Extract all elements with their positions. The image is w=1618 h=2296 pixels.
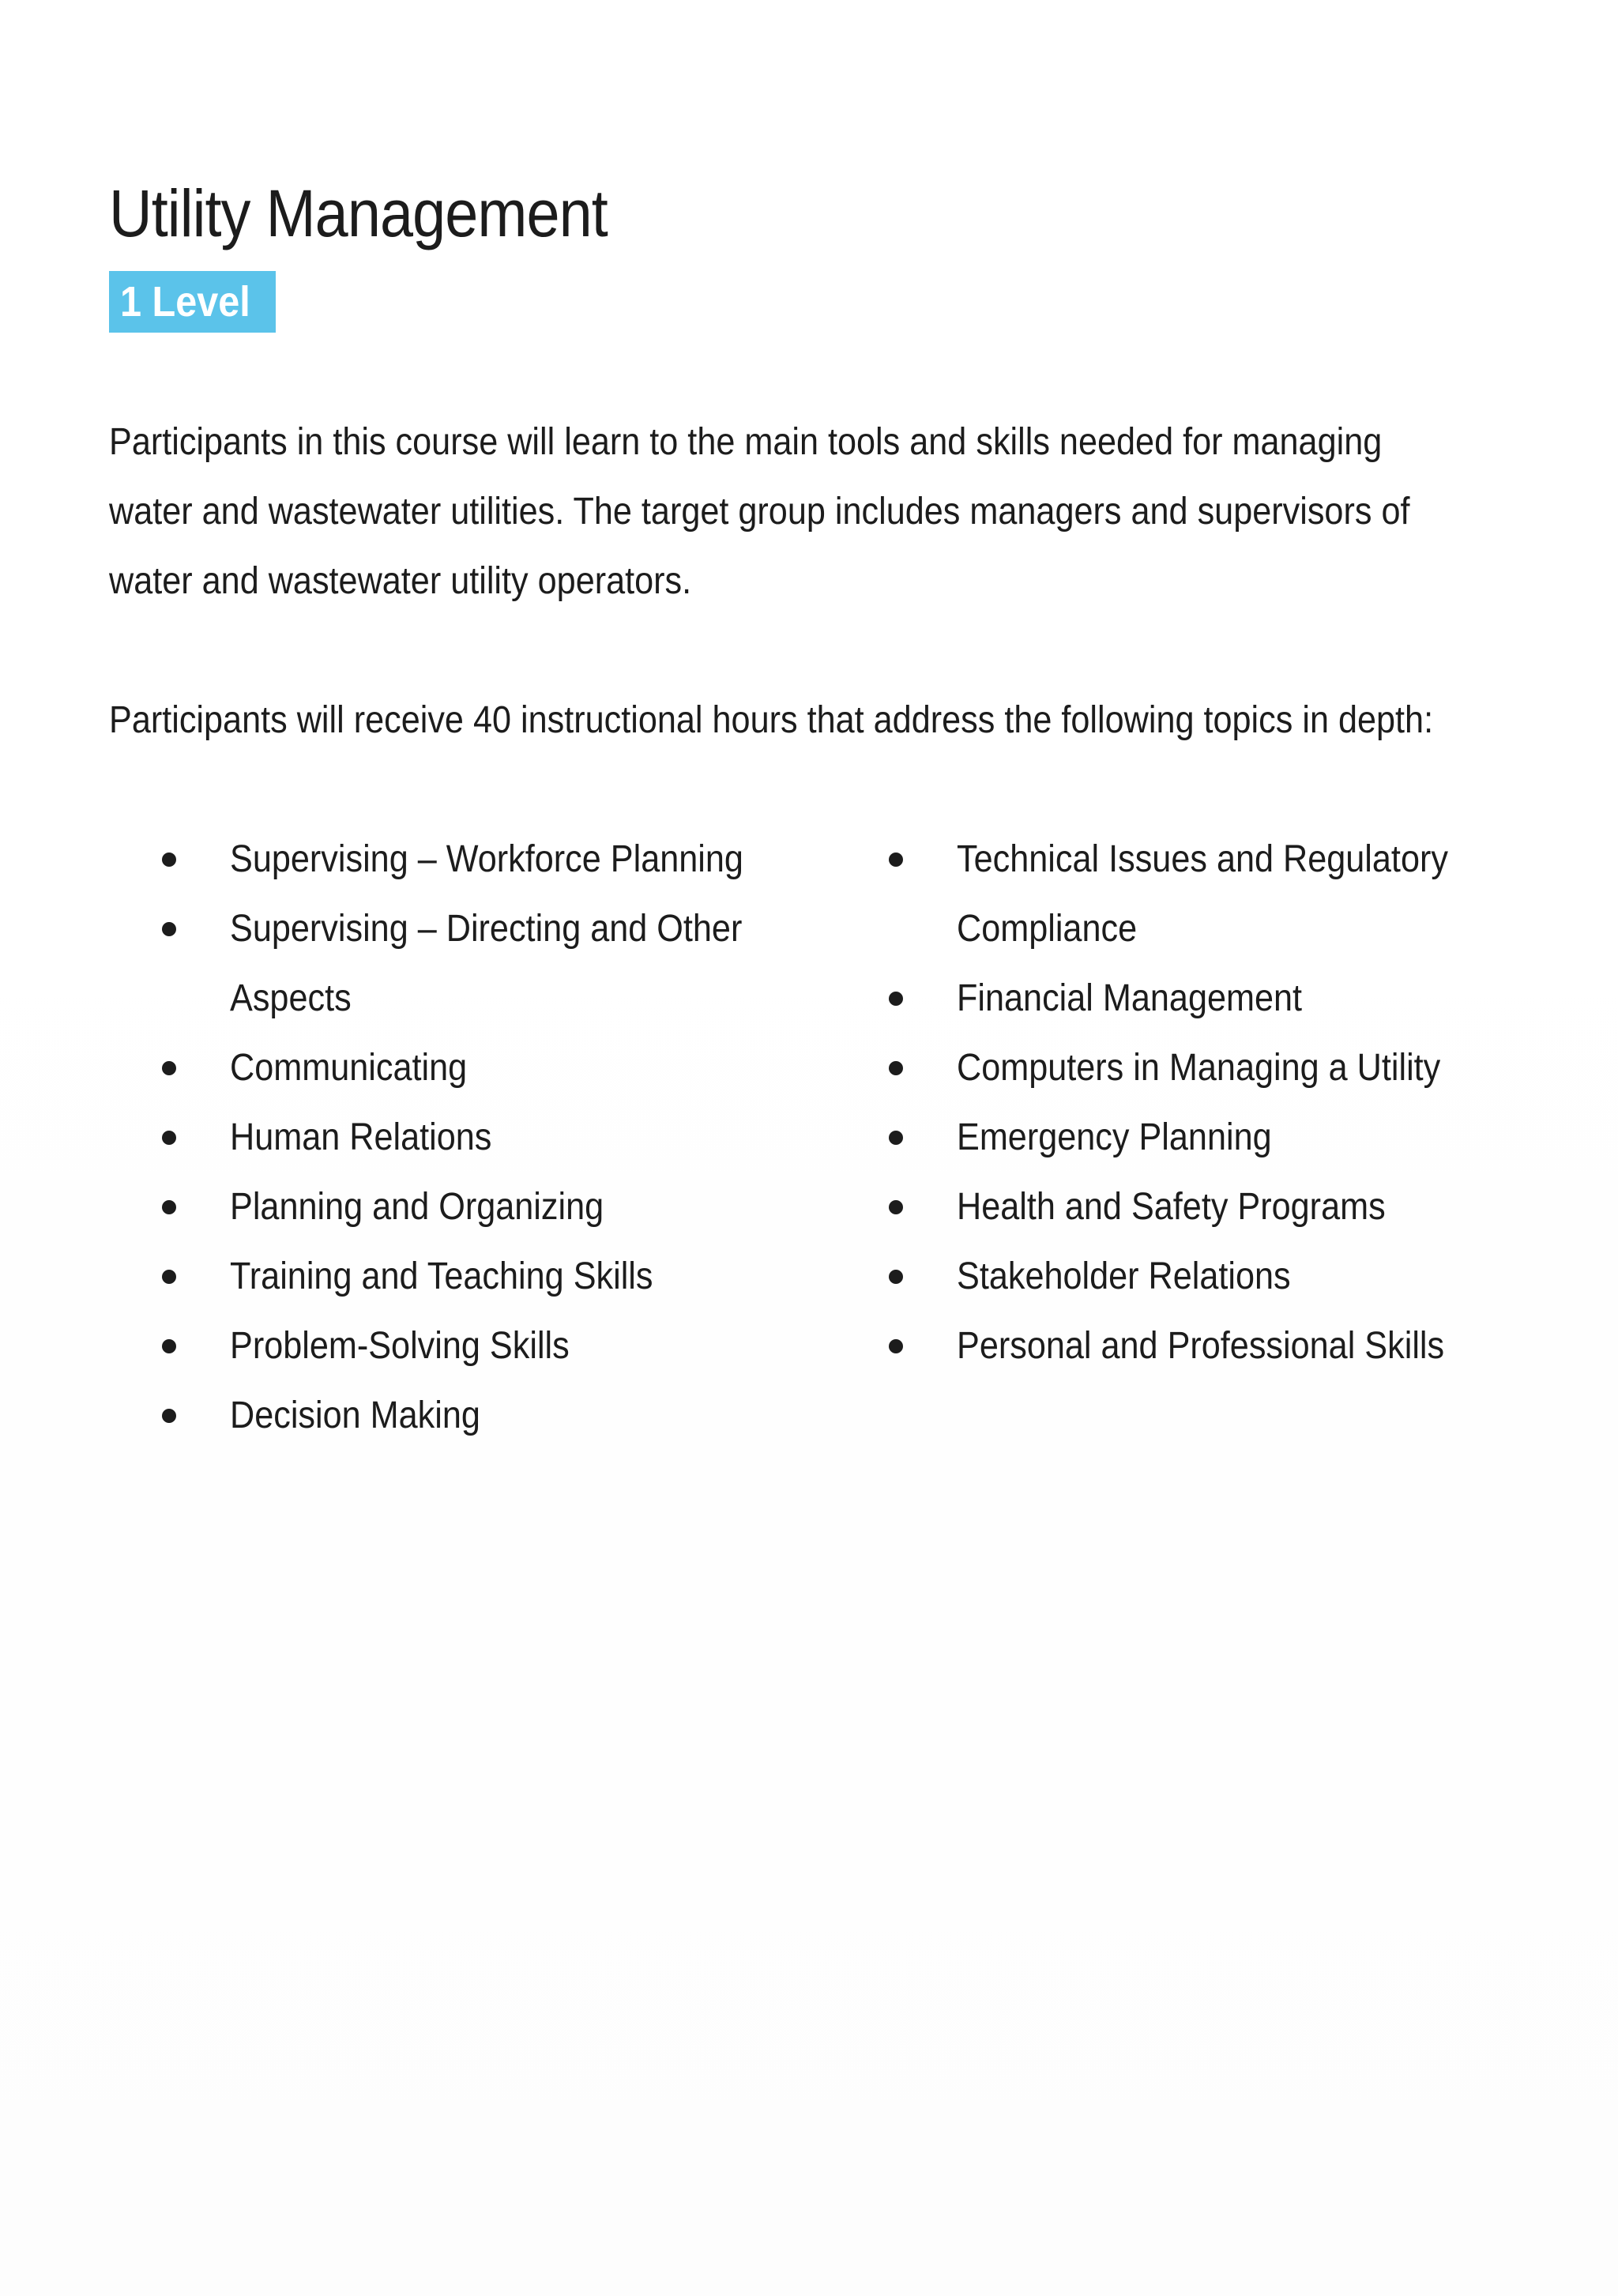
bullet-icon (889, 1270, 903, 1284)
topic-item (162, 894, 800, 1033)
bullet-icon (162, 1131, 176, 1145)
bullet-icon (162, 1200, 176, 1214)
topic-item (162, 1172, 800, 1242)
bullet-icon (889, 1131, 903, 1145)
topic-label: Decision Making (230, 1395, 480, 1436)
bullet-icon (889, 1339, 903, 1353)
bullet-icon (162, 1409, 176, 1423)
topic-item (889, 1172, 1503, 1242)
bullet-icon (162, 922, 176, 936)
intro-paragraph (109, 408, 1410, 616)
topic-item (889, 825, 1503, 964)
bullet-icon (889, 853, 903, 867)
topic-label: Financial Management (957, 977, 1303, 1019)
level-badge (109, 271, 276, 333)
bullet-icon (889, 992, 903, 1006)
topic-label: Personal and Professional Skills (957, 1325, 1445, 1367)
topic-item (889, 964, 1503, 1033)
topic-label: Human Relations (230, 1116, 492, 1158)
topic-label: Training and Teaching Skills (230, 1255, 653, 1297)
topic-label: Planning and Organizing (230, 1186, 604, 1228)
topic-label: Communicating (230, 1047, 468, 1089)
topic-label-line: Supervising – Directing and Other (230, 908, 743, 950)
topic-item (889, 1033, 1503, 1103)
topic-label (957, 825, 1448, 964)
intro-line: water and wastewater utility operators. (109, 560, 692, 602)
topic-item (162, 1103, 800, 1172)
topic-list-right (889, 825, 1503, 1381)
page-title: Utility Management (109, 176, 608, 250)
topic-item (162, 1033, 800, 1103)
level-badge-label: 1 Level (120, 278, 250, 326)
intro-line: water and wastewater utilities. The target group includes managers and supervisors of (109, 491, 1410, 533)
bullet-icon (162, 1339, 176, 1353)
topic-list-left (162, 825, 800, 1451)
topic-item (889, 1242, 1503, 1312)
topic-label-line: Technical Issues and Regulatory (957, 838, 1448, 880)
topic-label: Problem-Solving Skills (230, 1325, 570, 1367)
topic-item (162, 1242, 800, 1312)
topic-item (162, 825, 800, 894)
hours-statement: Participants will receive 40 instructional hours that address the following topics in depth: (109, 699, 1434, 741)
bullet-icon (162, 1270, 176, 1284)
topic-item (889, 1312, 1503, 1381)
bullet-icon (162, 1061, 176, 1075)
bullet-icon (889, 1200, 903, 1214)
topic-label-line: Aspects (230, 977, 352, 1019)
bullet-icon (162, 853, 176, 867)
topic-label (230, 894, 742, 1033)
bullet-icon (889, 1061, 903, 1075)
topic-label: Health and Safety Programs (957, 1186, 1386, 1228)
topic-item (162, 1381, 800, 1451)
topic-label-line: Compliance (957, 908, 1138, 950)
intro-line: Participants in this course will learn to the main tools and skills needed for managing (109, 421, 1383, 463)
topic-item (162, 1312, 800, 1381)
topic-label: Stakeholder Relations (957, 1255, 1291, 1297)
topic-label: Supervising – Workforce Planning (230, 838, 743, 880)
topic-label: Computers in Managing a Utility (957, 1047, 1441, 1089)
topic-item (889, 1103, 1503, 1172)
topic-label: Emergency Planning (957, 1116, 1272, 1158)
